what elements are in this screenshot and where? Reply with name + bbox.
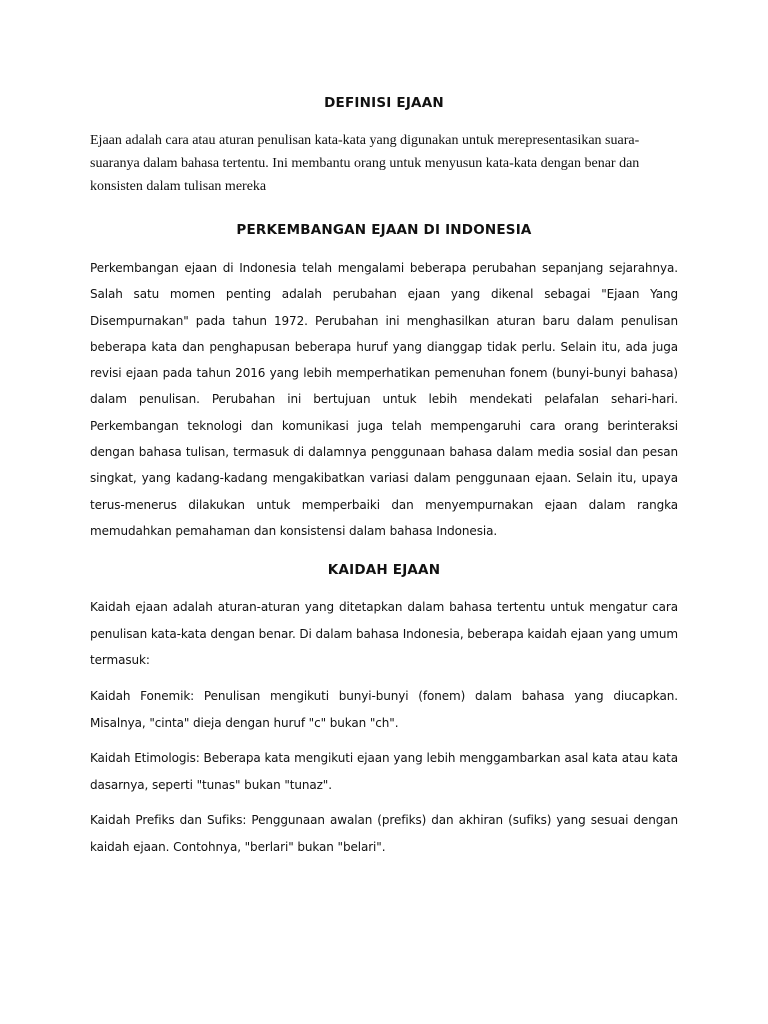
paragraph-definisi: Ejaan adalah cara atau aturan penulisan kata-kata yang digunakan untuk merepresentasikan suara-suaranya dalam bahasa tertentu. Ini membantu orang untuk menyusun kata-kata dengan benar dan konsisten dalam tulisan mereka [90, 133, 640, 194]
rule-etimologis: Kaidah Etimologis: Beberapa kata mengikuti ejaan yang lebih menggambarkan asal kata atau kata dasarnya, seperti "tunas" bukan "tunaz". [90, 751, 678, 792]
paragraph-perkembangan: Perkembangan ejaan di Indonesia telah mengalami beberapa perubahan sepanjang sejarahnya. Salah satu momen penting adalah perubahan ejaan yang dikenal sebagai "Ejaan Yang Disempurnakan" pada tahun 1972. Perubahan ini menghasilkan aturan baru dalam penulisan beberapa kata dan penghapusan beberapa huruf yang dianggap tidak perlu. Selain itu, ada juga revisi ejaan pada tahun 2016 yang lebih memperhatikan pemenuhan fonem (bunyi-bunyi bahasa) dalam penulisan. Perubahan ini bertujuan untuk lebih mendekati pelafalan sehari-hari. Perkembangan teknologi dan komunikasi juga telah mempengaruhi cara orang berinteraksi dengan bahasa tulisan, termasuk di dalamnya penggunaan bahasa dalam media sosial dan pesan singkat, yang kadang-kadang mengakibatkan variasi dalam penggunaan ejaan. Selain itu, upaya terus-menerus dilakukan untuk memperbaiki dan menyempurnakan ejaan dalam rangka memudahkan pemahaman dan konsistensi dalam bahasa Indonesia. [90, 261, 678, 538]
paragraph-kaidah-intro: Kaidah ejaan adalah aturan-aturan yang ditetapkan dalam bahasa tertentu untuk mengatur cara penulisan kata-kata dengan benar. Di dalam bahasa Indonesia, beberapa kaidah ejaan yang umum termasuk: [90, 600, 678, 667]
heading-kaidah-ejaan: KAIDAH EJAAN [327, 562, 441, 579]
rule-prefiks-sufiks: Kaidah Prefiks dan Sufiks: Penggunaan awalan (prefiks) dan akhiran (sufiks) yang sesuai dengan kaidah ejaan. Contohnya, "berlari" bukan "belari". [90, 813, 678, 854]
heading-definisi-ejaan: DEFINISI EJAAN [324, 95, 444, 111]
rule-fonemik: Kaidah Fonemik: Penulisan mengikuti bunyi-bunyi (fonem) dalam bahasa yang diucapkan. Misalnya, "cinta" dieja dengan huruf "c" bukan "ch". [90, 689, 678, 730]
heading-perkembangan-ejaan: PERKEMBANGAN EJAAN DI INDONESIA [236, 222, 532, 238]
